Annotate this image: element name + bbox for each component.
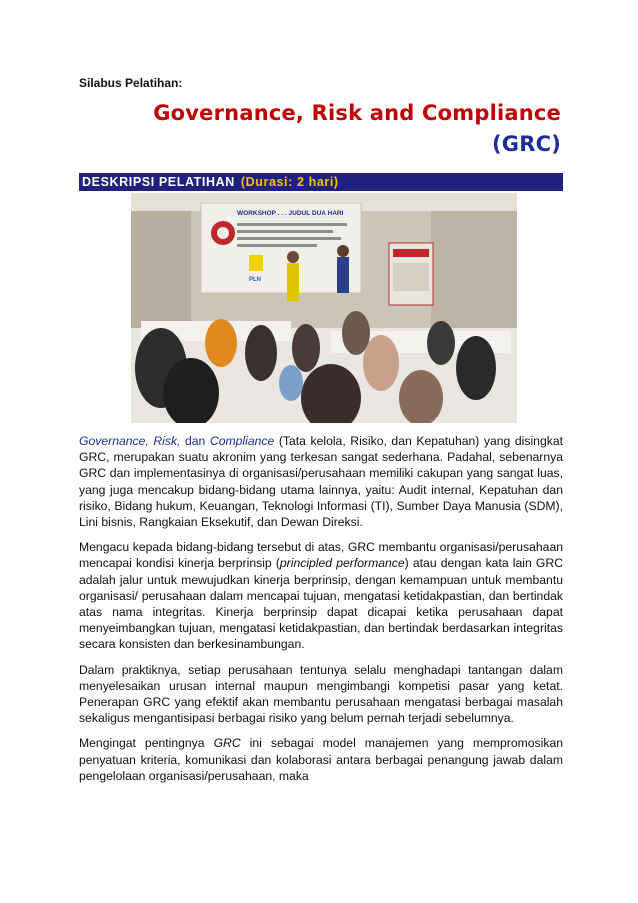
syllabus-label: Silabus Pelatihan:: [79, 76, 183, 90]
paragraph-1-text: (Tata kelola, Risiko, dan Kepatuhan) yang disingkat GRC, merupakan suatu akronim yang terkesan sangat sederhana. Padahal, sebenarnya GRC dan implementasinya di organisasi/perusahaan memiliki cakupan yang sangat luas, yang juga mencakup bidang-bidang utama lainnya, yaitu: Audit internal, Kepatuhan dan risiko, Bidang hukum, Keuangan, Teknologi Informasi (TI), Sumber Daya Manusia (SDM), Lini bisnis, Rangkaian Eksekutif, dan Dewan Direksi.: [79, 434, 564, 530]
paragraph-2-text-a: Mengacu kepada bidang-bidang tersebut di atas, GRC membantu organisasi/perusahaan mencapai kondisi kinerja berprinsip (: [79, 540, 563, 571]
document-title: [79, 98, 561, 160]
term-dan: dan: [180, 434, 210, 448]
paragraph-2-text-b: ) atau dengan kata lain GRC adalah jalur untuk mewujudkan kinerja berprinsip, dengan kemampuan untuk membantu organisasi/ perusahaan dalam mencapai tujuan, mengatasi ketidakpastian, dan bertindak atas nama integritas. Kinerja berprinsip dapat dicapai ketika perusahaan dapat menyeimbangkan tujuan, mengatasi ketidakpastian, dan bertindak berdasarkan integritas secara konsisten dan berkesinambungan.: [79, 556, 563, 652]
paragraph-1: [79, 433, 563, 530]
term-grc: GRC: [213, 736, 241, 751]
title-line-2: (GRC): [491, 132, 561, 156]
banner-title: WORKSHOP . . . JUDUL DUA HARI: [237, 210, 344, 217]
term-principled-performance: principled performance: [279, 556, 405, 571]
description-body: [79, 433, 563, 793]
paragraph-3: Dalam praktiknya, setiap perusahaan tentunya selalu menghadapi tantangan dalam menyelesaikan urusan internal maupun mengimbangi kompetisi pasar yang ketat. Penerapan GRC yang efektif akan membantu perusahaan mengatasi berbagai masalah sekaligus mengantisipasi berbagai risiko yang belum pernah terjadi sebelumnya.: [79, 662, 563, 726]
paragraph-4: [79, 735, 563, 784]
section-title: DESKRIPSI PELATIHAN: [82, 175, 235, 189]
paragraph-4-text-a: Mengingat pentingnya: [79, 736, 214, 751]
term-governance-risk: Governance, Risk,: [79, 434, 181, 448]
training-photo: [131, 193, 517, 423]
paragraph-4-text-b: ini sebagai model manajemen yang mempromosikan penyatuan kriteria, komunikasi dan kolaborasi antara berbagai penangung jawab dalam pengelolaan organisasi/perusahaan, maka: [79, 736, 563, 783]
term-compliance: Compliance: [209, 434, 275, 448]
training-photo-illustration: [131, 193, 517, 423]
banner-logo: PLN: [249, 277, 261, 283]
section-header-bar: [79, 173, 563, 191]
paragraph-2: [79, 539, 563, 652]
section-duration: (Durasi: 2 hari): [240, 175, 339, 189]
title-line-1: Governance, Risk and Compliance: [153, 101, 561, 125]
